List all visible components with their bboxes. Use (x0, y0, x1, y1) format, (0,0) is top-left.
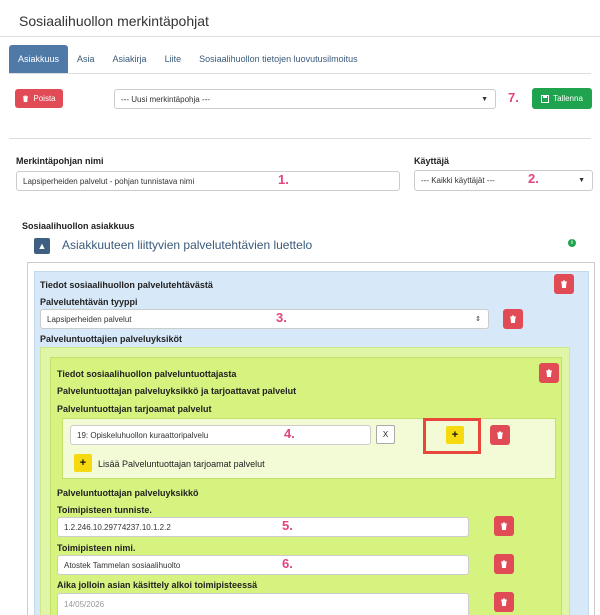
tab-asia[interactable]: Asia (77, 54, 95, 64)
service-type-select[interactable] (40, 309, 489, 329)
form-divider (9, 138, 591, 139)
offered-service-input[interactable]: 19: Opiskeluhuollon kuraattoripalvelu (70, 425, 371, 445)
chevron-down-icon: ▼ (481, 95, 488, 103)
service-type-value: Lapsiperheiden palvelut (47, 314, 132, 324)
service-list-title: Asiakkuuteen liittyvien palvelutehtävien luettelo (62, 238, 313, 252)
site-id-label: Toimipisteen tunniste. (57, 505, 152, 515)
tab-divider (9, 73, 591, 74)
provider-header: Tiedot sosiaalihuollon palveluntuottajasta (57, 369, 237, 379)
provider-units-label: Palveluntuottajien palveluyksiköt (40, 334, 183, 344)
delete-site-name-button[interactable] (494, 554, 514, 574)
chevron-up-icon: ▲ (37, 241, 47, 251)
chevron-down-icon: ▼ (578, 177, 585, 184)
delete-start-time-button[interactable] (494, 592, 514, 612)
delete-service-type-button[interactable] (503, 309, 523, 329)
user-select[interactable] (414, 170, 593, 191)
tab-bar (9, 45, 367, 73)
tab-asiakirja[interactable]: Asiakirja (112, 54, 147, 64)
offered-services-label: Palveluntuottajan tarjoamat palvelut (57, 404, 212, 414)
trash-icon (496, 431, 504, 439)
template-name-input[interactable]: Lapsiperheiden palvelut - pohjan tunnistava nimi (16, 171, 400, 191)
delete-label: Poista (33, 94, 56, 103)
trash-icon (500, 522, 508, 530)
unit-label: Palveluntuottajan palveluyksikkö (57, 488, 199, 498)
info-icon[interactable]: i (568, 239, 576, 247)
site-name-input[interactable]: Atostek Tammelan sosiaalihuolto (57, 555, 469, 575)
delete-site-id-button[interactable] (494, 516, 514, 536)
site-id-input[interactable]: 1.2.246.10.29774237.10.1.2.2 (57, 517, 469, 537)
marker-5: 5. (282, 518, 293, 533)
save-button[interactable] (532, 88, 592, 109)
marker-4: 4. (284, 426, 295, 441)
template-select[interactable] (114, 89, 496, 109)
trash-icon (500, 598, 508, 606)
add-more-plus-button[interactable]: + (74, 454, 92, 472)
tab-luovutusilmoitus[interactable]: Sosiaalihuollon tietojen luovutusilmoitus (199, 54, 358, 64)
delete-provider-button[interactable] (539, 363, 559, 383)
tab-liite[interactable]: Liite (164, 54, 182, 64)
template-select-value: --- Uusi merkintäpohja --- (121, 94, 210, 104)
start-time-label: Aika jolloin asian käsittely alkoi toimipisteessä (57, 580, 258, 590)
trash-icon (500, 560, 508, 568)
marker-7: 7. (508, 90, 519, 105)
marker-2: 2. (528, 171, 539, 186)
clear-service-button[interactable]: X (376, 425, 395, 444)
collapse-toggle-button[interactable] (34, 238, 50, 254)
page-title: Sosiaalihuollon merkintäpohjat (19, 13, 209, 29)
delete-offered-service-button[interactable] (490, 425, 510, 445)
chevron-updown-icon: ⇕ (475, 316, 481, 323)
marker-1: 1. (278, 172, 289, 187)
title-divider (0, 36, 600, 37)
trash-icon (22, 95, 29, 102)
add-service-plus-button[interactable]: + (446, 426, 464, 444)
trash-icon (509, 315, 517, 323)
start-time-input[interactable]: 14/05/2026 (57, 593, 469, 615)
trash-icon (560, 280, 568, 288)
floppy-icon (541, 95, 549, 103)
tab-asiakkuus[interactable]: Asiakkuus (9, 45, 68, 73)
template-name-label: Merkintäpohjan nimi (16, 156, 104, 166)
section-heading: Sosiaalihuollon asiakkuus (22, 221, 135, 231)
marker-3: 3. (276, 310, 287, 325)
marker-6: 6. (282, 556, 293, 571)
delete-template-button[interactable] (15, 89, 63, 108)
delete-service-task-button[interactable] (554, 274, 574, 294)
save-label: Tallenna (553, 94, 583, 103)
site-name-label: Toimipisteen nimi. (57, 543, 136, 553)
service-type-label: Palvelutehtävän tyyppi (40, 297, 138, 307)
user-label: Käyttäjä (414, 156, 450, 166)
trash-icon (545, 369, 553, 377)
unit-services-label: Palveluntuottajan palveluyksikkö ja tarjoattavat palvelut (57, 386, 297, 396)
add-services-link[interactable]: Lisää Palveluntuottajan tarjoamat palvelut (98, 459, 265, 469)
service-task-header: Tiedot sosiaalihuollon palvelutehtävästä (40, 280, 213, 290)
user-select-value: --- Kaikki käyttäjät --- (421, 176, 495, 185)
